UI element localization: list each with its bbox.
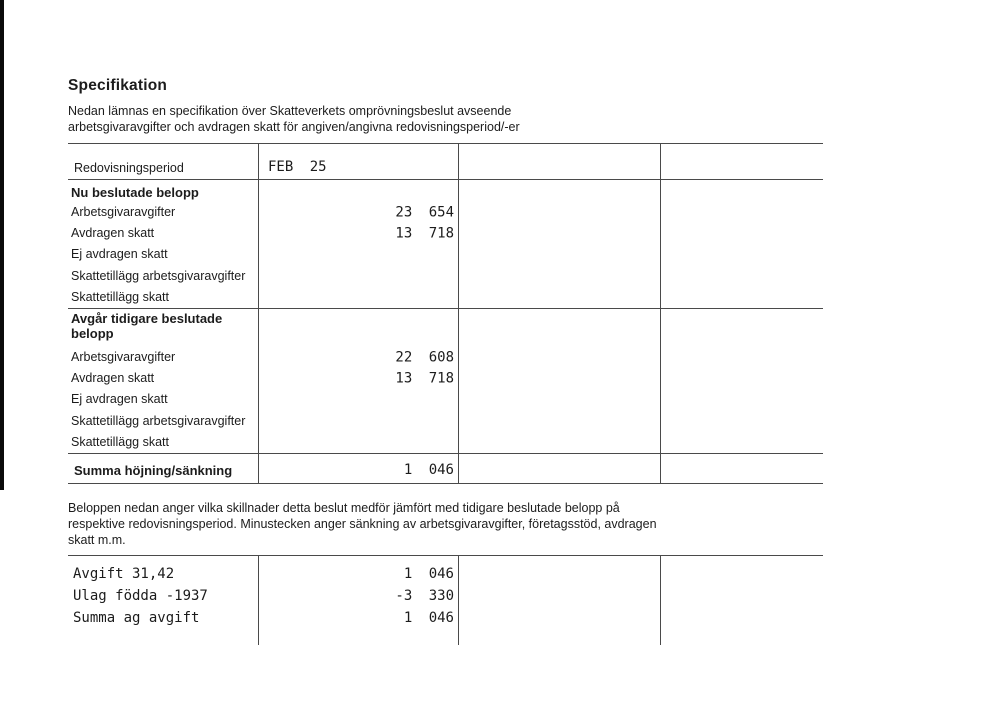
section-previous-amounts <box>68 309 823 454</box>
table-row <box>68 202 823 223</box>
table-row <box>68 223 823 244</box>
row-value: 13 718 <box>395 225 454 242</box>
row-label: Avgift 31,42 <box>73 566 175 582</box>
table-row <box>68 266 823 287</box>
specification-table <box>68 143 823 483</box>
row-label: Arbetsgivaravgifter <box>71 350 176 364</box>
table-row-total <box>68 454 823 484</box>
row-label: Ej avdragen skatt <box>71 247 168 262</box>
total-value: 1 046 <box>403 462 454 478</box>
table-row <box>68 347 823 368</box>
table-row <box>68 244 823 265</box>
table-row <box>68 389 823 410</box>
table-row <box>68 411 823 432</box>
section-heading: Avgår tidigare beslutade belopp <box>71 311 223 341</box>
row-label: Skattetillägg arbetsgivaravgifter <box>71 268 246 283</box>
table-row-period <box>68 144 823 180</box>
row-value: 22 608 <box>395 348 454 365</box>
note-paragraph: Beloppen nedan anger vilka skillnader detta beslut medför jämfört med tidigare beslutade belopp på respektive redovisningsperiod. Minustecken anger sänkning av arbetsgivaravgifter, företagsstöd, avdragen skatt m.m. <box>68 501 657 547</box>
difference-table <box>68 555 823 645</box>
row-label: Ulag födda -1937 <box>73 588 208 604</box>
table-row <box>68 368 823 389</box>
table-row <box>68 432 823 453</box>
row-value: 1 046 <box>403 610 454 626</box>
section-current-amounts <box>68 180 823 309</box>
row-label: Avdragen skatt <box>71 226 155 241</box>
row-value: 23 654 <box>395 203 454 220</box>
total-label: Summa höjning/sänkning <box>74 463 233 478</box>
table-row <box>68 287 823 308</box>
row-label: Arbetsgivaravgifter <box>71 205 176 219</box>
row-value: -3 330 <box>395 588 454 604</box>
row-label: Skattetillägg skatt <box>71 289 169 304</box>
scan-artifact-bar <box>0 0 4 490</box>
section-heading: Nu beslutade belopp <box>71 185 199 200</box>
row-label: Skattetillägg arbetsgivaravgifter <box>71 413 246 428</box>
period-value: FEB 25 <box>268 159 327 175</box>
page-title: Specifikation <box>68 77 168 94</box>
intro-paragraph: Nedan lämnas en specifikation över Skatteverkets omprövningsbeslut avseende arbetsgivaravgifter och avdragen skatt för angiven/angivna redovisningsperiod/-er <box>68 104 520 134</box>
row-label: Ej avdragen skatt <box>71 392 168 407</box>
row-value: 13 718 <box>395 370 454 387</box>
row-label: Skattetillägg skatt <box>71 434 169 449</box>
period-label: Redovisningsperiod <box>74 161 184 175</box>
row-label: Avdragen skatt <box>71 371 155 386</box>
row-label: Summa ag avgift <box>73 610 200 626</box>
table-row <box>68 563 823 585</box>
row-value: 1 046 <box>403 566 454 582</box>
table-row <box>68 585 823 607</box>
table-row <box>68 607 823 629</box>
